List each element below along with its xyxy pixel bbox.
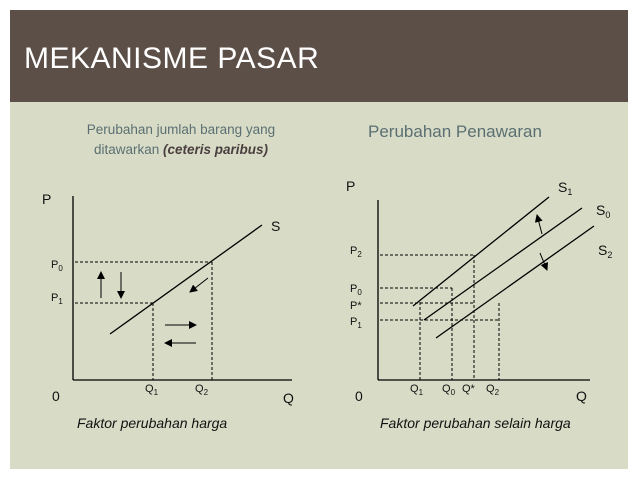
shift-left-arrow	[537, 215, 542, 234]
right-q1-label	[410, 383, 424, 397]
right-p0-sub: 0	[357, 288, 362, 297]
right-p0-label	[350, 283, 362, 297]
right-q1-text: Q	[410, 383, 419, 395]
left-q2-label	[195, 383, 209, 397]
right-q0-text: Q	[442, 383, 451, 395]
supply-curve-s2	[436, 226, 594, 338]
left-supply-curve	[110, 225, 262, 334]
right-p2-text: P	[350, 245, 358, 257]
left-p0-sub: 0	[58, 264, 63, 273]
s0-text: S	[596, 202, 606, 218]
left-caption-emphasis: (ceteris paribus)	[163, 142, 269, 157]
s0-sub: 0	[605, 210, 611, 220]
right-footer: Faktor perubahan selain harga	[380, 415, 571, 431]
right-q0-label	[442, 383, 456, 397]
left-diagram	[42, 191, 294, 431]
right-caption: Perubahan Penawaran	[368, 122, 542, 141]
left-q1-text: Q	[145, 383, 154, 395]
left-origin-label: 0	[52, 388, 60, 404]
left-q1-label	[145, 383, 159, 397]
right-p2-label	[350, 245, 362, 259]
right-q2-label	[486, 383, 500, 397]
supply-curve-s1	[413, 197, 549, 306]
left-caption-line2: ditawarkan	[93, 142, 163, 157]
s2-sub: 2	[607, 250, 613, 260]
right-x-label: Q	[576, 388, 587, 404]
right-p1-label	[350, 316, 362, 330]
shift-right-arrow	[540, 253, 547, 270]
right-q2-sub: 2	[494, 388, 500, 397]
left-caption-line1: Perubahan jumlah barang yang	[86, 122, 276, 137]
s0-label	[596, 202, 610, 220]
left-p1-sub: 1	[58, 297, 63, 306]
s1-sub: 1	[567, 187, 573, 197]
s1-label	[558, 179, 572, 197]
left-p0-text: P	[51, 259, 59, 271]
left-p1-label	[51, 292, 63, 306]
right-q2-text: Q	[486, 383, 495, 395]
s2-text: S	[598, 242, 608, 258]
left-curve-label: S	[271, 218, 281, 234]
right-origin-label: 0	[355, 388, 363, 404]
left-q2-sub: 2	[203, 388, 209, 397]
right-p2-sub: 2	[357, 250, 362, 259]
left-y-label: P	[42, 191, 52, 207]
left-p0-label	[51, 259, 63, 273]
right-p1-text: P	[350, 316, 358, 328]
slide-title: MEKANISME PASAR	[24, 42, 320, 75]
right-y-label: P	[346, 178, 356, 194]
left-footer: Faktor perubahan harga	[77, 415, 228, 431]
left-q2-text: Q	[195, 383, 204, 395]
left-q1-sub: 1	[153, 388, 159, 397]
right-pstar-label: P*	[350, 300, 362, 312]
left-p1-text: P	[51, 292, 59, 304]
right-p1-sub: 1	[357, 321, 362, 330]
right-q1-sub: 1	[418, 388, 424, 397]
left-x-label: Q	[283, 390, 294, 406]
s2-label	[598, 242, 612, 260]
right-diagram	[346, 178, 612, 431]
right-p0-text: P	[350, 283, 358, 295]
movement-along-curve-arrow	[190, 278, 208, 292]
s1-text: S	[558, 179, 568, 195]
right-qstar-label: Q*	[462, 383, 475, 395]
right-q0-sub: 0	[450, 388, 456, 397]
